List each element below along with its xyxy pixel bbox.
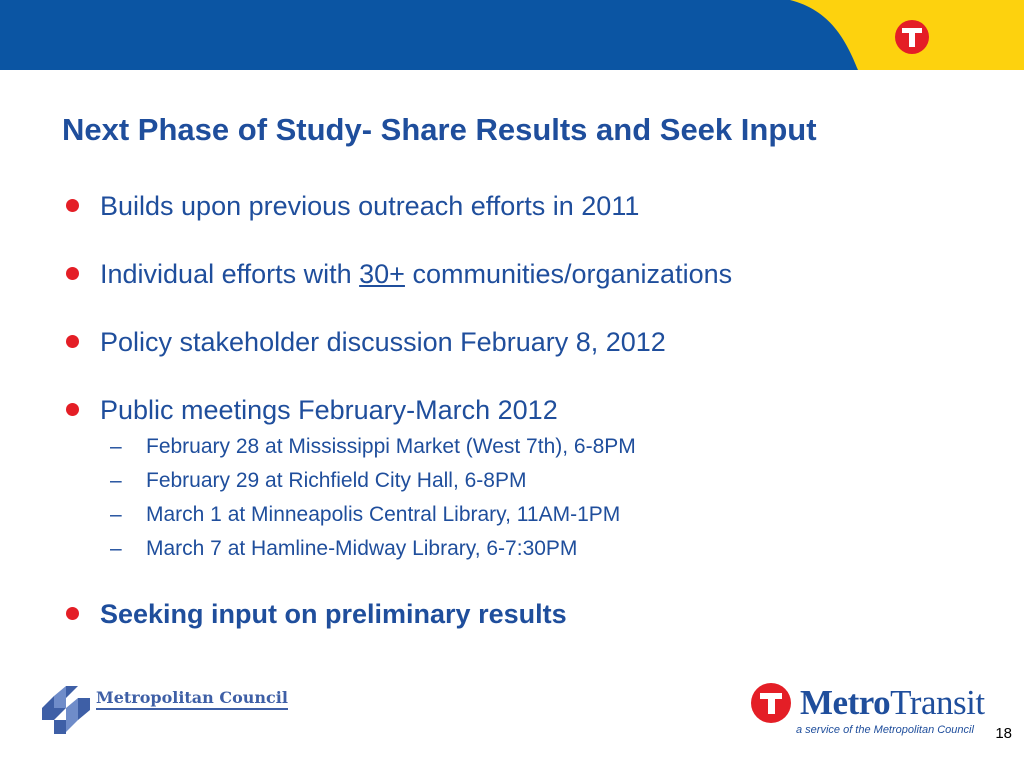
bullet-item — [66, 322, 966, 362]
sub-bullet-text: March 7 at Hamline-Midway Library, 6-7:30PM — [146, 537, 578, 560]
metro-transit-logo — [750, 682, 990, 742]
bullet-text: Policy stakeholder discussion February 8, 2012 — [100, 327, 666, 357]
transit-word: Transit — [890, 683, 985, 722]
sub-bullet-text: February 29 at Richfield City Hall, 6-8PM — [146, 469, 527, 492]
metro-transit-wordmark — [800, 682, 985, 724]
sub-bullet-item — [110, 464, 966, 498]
dash-marker: – — [110, 537, 122, 560]
dash-marker: – — [110, 469, 122, 492]
bullet-item — [66, 390, 966, 566]
bullet-dot-icon — [66, 607, 79, 620]
sub-bullet-item — [110, 430, 966, 464]
dash-marker: – — [110, 503, 122, 526]
metro-transit-t-icon — [750, 682, 792, 724]
bullet-text-pre: Individual efforts with — [100, 259, 360, 289]
bullet-text-underlined: 30+ — [359, 259, 405, 289]
bullet-text: Public meetings February-March 2012 — [100, 395, 558, 425]
bullet-text-post: communities/organizations — [404, 259, 733, 289]
bullet-text: Seeking input on preliminary results — [100, 599, 567, 629]
bullet-dot-icon — [66, 199, 79, 212]
bullet-dot-icon — [66, 267, 79, 280]
bullet-text: Builds upon previous outreach efforts in 2011 — [100, 191, 640, 221]
bullet-item — [66, 254, 966, 294]
page-number: 18 — [995, 725, 1012, 742]
bullet-list — [66, 186, 966, 634]
sub-bullet-item — [110, 532, 966, 566]
metro-transit-tagline: a service of the Metropolitan Council — [796, 724, 974, 736]
sub-bullet-text: March 1 at Minneapolis Central Library, 11AM-1PM — [146, 503, 621, 526]
sub-bullet-list — [100, 430, 966, 566]
sub-bullet-item — [110, 498, 966, 532]
bullet-item — [66, 186, 966, 226]
slide-title: Next Phase of Study- Share Results and Seek Input — [62, 112, 817, 147]
header-band — [0, 0, 1024, 70]
dash-marker: – — [110, 435, 122, 458]
metropolitan-council-name: Metropolitan Council — [96, 688, 288, 710]
bullet-item — [66, 594, 966, 634]
metro-word: Metro — [800, 683, 891, 722]
bullet-dot-icon — [66, 403, 79, 416]
metro-transit-t-icon — [895, 20, 929, 54]
metropolitan-council-mark-icon — [42, 686, 90, 736]
bullet-dot-icon — [66, 335, 79, 348]
metropolitan-council-logo — [42, 686, 288, 736]
sub-bullet-text: February 28 at Mississippi Market (West 7th), 6-8PM — [146, 435, 636, 458]
